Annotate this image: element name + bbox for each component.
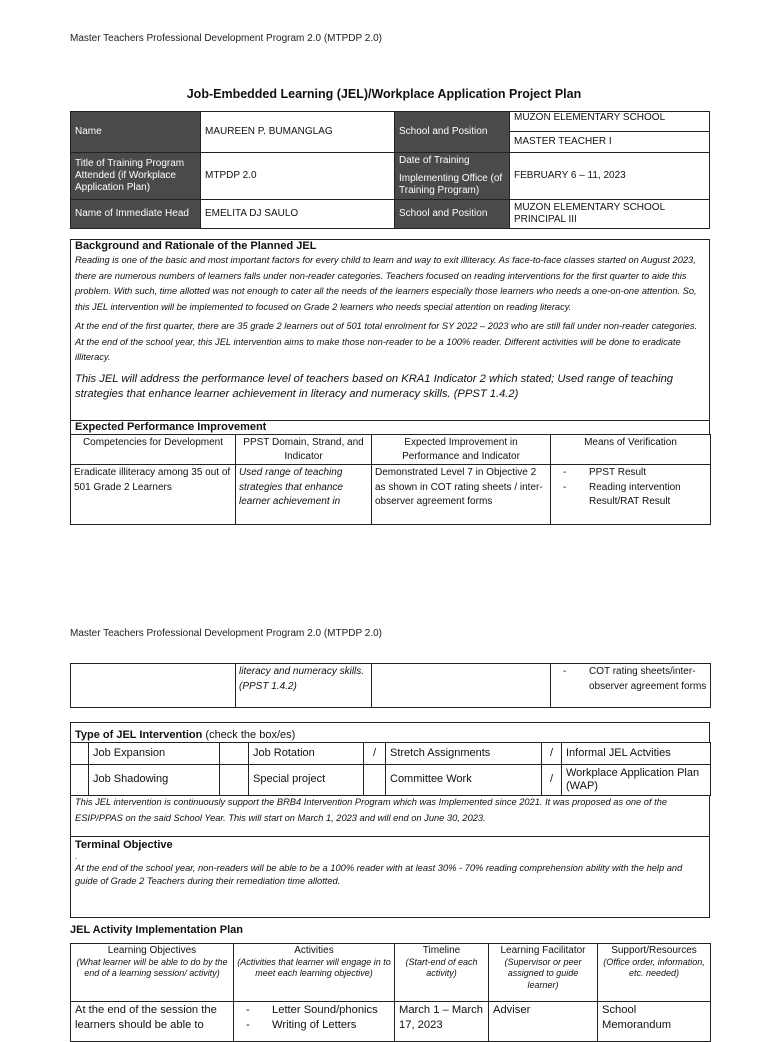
checkbox-job-rotation[interactable] xyxy=(220,743,249,765)
background-paragraph-3: This JEL will address the performance level of teachers based on KRA1 Indicator 2 which stated; Used range of teaching strategies that enhance learner achievement in literacy and numeracy skills. (PPST 1.4.2) xyxy=(75,372,674,400)
plan-table xyxy=(70,943,711,1042)
verification-item: - PPST Result xyxy=(551,466,707,481)
option-job-rotation: Job Rotation xyxy=(249,743,364,765)
terminal-objective-title: Terminal Objective xyxy=(75,839,173,851)
verification-cell-continued xyxy=(551,664,711,708)
page-header-2: Master Teachers Professional Development Program 2.0 (MTPDP 2.0) xyxy=(70,628,382,639)
option-wap: Workplace Application Plan (WAP) xyxy=(562,765,711,796)
performance-title: Expected Performance Improvement xyxy=(75,421,267,433)
perf-header-improvement: Expected Improvement in Performance and Indicator xyxy=(372,435,551,465)
office-label: Implementing Office (of Training Program) xyxy=(399,173,503,196)
school-position-label: School and Position xyxy=(395,112,510,153)
plan-activity-item: - Writing of Letters xyxy=(234,1018,390,1033)
school-position-value-2: MUZON ELEMENTARY SCHOOL PRINCIPAL III xyxy=(510,200,710,229)
ppst-cell-continued: literacy and numeracy skills. (PPST 1.4.2) xyxy=(236,664,372,708)
jel-type-title: Type of JEL Intervention xyxy=(75,729,203,741)
checkbox-wap[interactable]: / xyxy=(542,765,562,796)
option-informal-jel: Informal JEL Actvities xyxy=(562,743,711,765)
checkbox-job-shadowing[interactable] xyxy=(71,765,89,796)
plan-facilitator-cell: Adviser xyxy=(489,1002,598,1042)
school-position-value xyxy=(510,112,710,153)
plan-timeline-cell: March 1 – March 17, 2023 xyxy=(395,1002,489,1042)
date-value: FEBRUARY 6 – 11, 2023 xyxy=(510,153,710,200)
page-header: Master Teachers Professional Development Program 2.0 (MTPDP 2.0) xyxy=(70,33,382,44)
perf-header-competencies: Competencies for Development xyxy=(71,435,236,465)
date-label: Date of Training xyxy=(399,155,470,166)
info-table xyxy=(70,111,710,229)
head-label: Name of Immediate Head xyxy=(71,200,201,229)
perf-header-verification: Means of Verification xyxy=(551,435,711,465)
terminal-objective-text: At the end of the school year, non-readers will be able to be a 100% reader with at least 30% - 70% reading comprehension ability with the help and guide of Grade 2 Teachers during their remediation time allotted. xyxy=(75,863,683,886)
plan-header-support: Support/Resources (Office order, information, etc. needed) xyxy=(598,944,711,1002)
competency-cell: Eradicate illiteracy among 35 out of 501 Grade 2 Learners xyxy=(71,465,236,525)
head-value: EMELITA DJ SAULO xyxy=(201,200,395,229)
performance-table-continued xyxy=(70,663,711,708)
plan-support-cell: School Memorandum xyxy=(598,1002,711,1042)
date-office-labels xyxy=(395,153,510,200)
school-position-label-2: School and Position xyxy=(395,200,510,229)
checkbox-informal-jel[interactable]: / xyxy=(542,743,562,765)
checkbox-job-expansion[interactable] xyxy=(71,743,89,765)
background-section xyxy=(70,239,710,421)
checkbox-stretch-assignments[interactable]: / xyxy=(364,743,386,765)
plan-header-timeline: Timeline (Start-end of each activity) xyxy=(395,944,489,1002)
plan-title: JEL Activity Implementation Plan xyxy=(70,924,243,936)
terminal-objective-dot: . xyxy=(75,852,78,861)
verification-item: - COT rating sheets/inter-observer agreement forms xyxy=(551,665,707,694)
ppst-cell: Used range of teaching strategies that enhance learner achievement in xyxy=(236,465,372,525)
checkbox-committee-work[interactable] xyxy=(364,765,386,796)
option-job-expansion: Job Expansion xyxy=(89,743,220,765)
perf-header-ppst: PPST Domain, Strand, and Indicator xyxy=(236,435,372,465)
plan-objective-cell: At the end of the session the learners should be able to xyxy=(71,1002,234,1042)
jel-type-note: This JEL intervention is continuously support the BRB4 Intervention Program which was Implemented since 2021. It was proposed as one of the ESIP/PPAS on the said School Year. This will start on March 1, 2023 and will end on June 30, 2023. xyxy=(75,797,668,823)
jel-type-title-bar xyxy=(70,722,710,742)
background-title: Background and Rationale of the Planned JEL xyxy=(75,240,317,252)
performance-table xyxy=(70,434,711,525)
training-label: Title of Training Program Attended (if Workplace Application Plan) xyxy=(71,153,201,200)
background-paragraph-1: Reading is one of the basic and most important factors for every child to learn and way to exit illiteracy. As face-to-face classes started on August 2023, there are numerous numbers of learners falls under non-reader categories. Teachers focused on reading interventions for the first quarter to aide this problem. With such, time allotted was not enough to cater all the needs of the learners especially those learners who needs a one-on-one attention. So, this JEL intervention will be implemented to focused on Grade 2 learners who needs special attention on reading literacy. xyxy=(75,255,697,312)
school-name: MUZON ELEMENTARY SCHOOL xyxy=(510,112,709,132)
jel-type-note-box xyxy=(70,795,710,837)
plan-header-facilitator: Learning Facilitator (Supervisor or peer assigned to guide learner) xyxy=(489,944,598,1002)
name-value: MAUREEN P. BUMANGLAG xyxy=(201,112,395,153)
verification-item: - Reading intervention Result/RAT Result xyxy=(551,481,707,510)
plan-activity-item: - Letter Sound/phonics xyxy=(234,1003,390,1018)
verification-cell xyxy=(551,465,711,525)
training-value: MTPDP 2.0 xyxy=(201,153,395,200)
terminal-objective-section xyxy=(70,836,710,918)
name-label: Name xyxy=(71,112,201,153)
improvement-cell: Demonstrated Level 7 in Objective 2 as shown in COT rating sheets / inter-observer agreement forms xyxy=(372,465,551,525)
position-name: MASTER TEACHER I xyxy=(514,136,612,147)
option-special-project: Special project xyxy=(249,765,364,796)
jel-type-hint: (check the box/es) xyxy=(202,729,296,741)
option-committee-work: Committee Work xyxy=(386,765,542,796)
plan-header-activities: Activities (Activities that learner will engage in to meet each learning objective) xyxy=(234,944,395,1002)
document-title: Job-Embedded Learning (JEL)/Workplace Application Project Plan xyxy=(186,87,582,101)
background-paragraph-2: At the end of the first quarter, there are 35 grade 2 learners out of 501 total enrolment for SY 2022 – 2023 who are still fall under non-reader categories. At the end of the school year, this JEL intervention aims to make those non-reader to be a 100% reader. Different activities will be done to eradicate illiteracy. xyxy=(75,321,698,362)
performance-title-bar xyxy=(70,420,710,434)
jel-type-table xyxy=(70,742,711,796)
option-stretch-assignments: Stretch Assignments xyxy=(386,743,542,765)
plan-activities-cell xyxy=(234,1002,395,1042)
plan-header-objectives: Learning Objectives (What learner will be able to do by the end of a learning session/ activity) xyxy=(71,944,234,1002)
option-job-shadowing: Job Shadowing xyxy=(89,765,220,796)
checkbox-special-project[interactable] xyxy=(220,765,249,796)
